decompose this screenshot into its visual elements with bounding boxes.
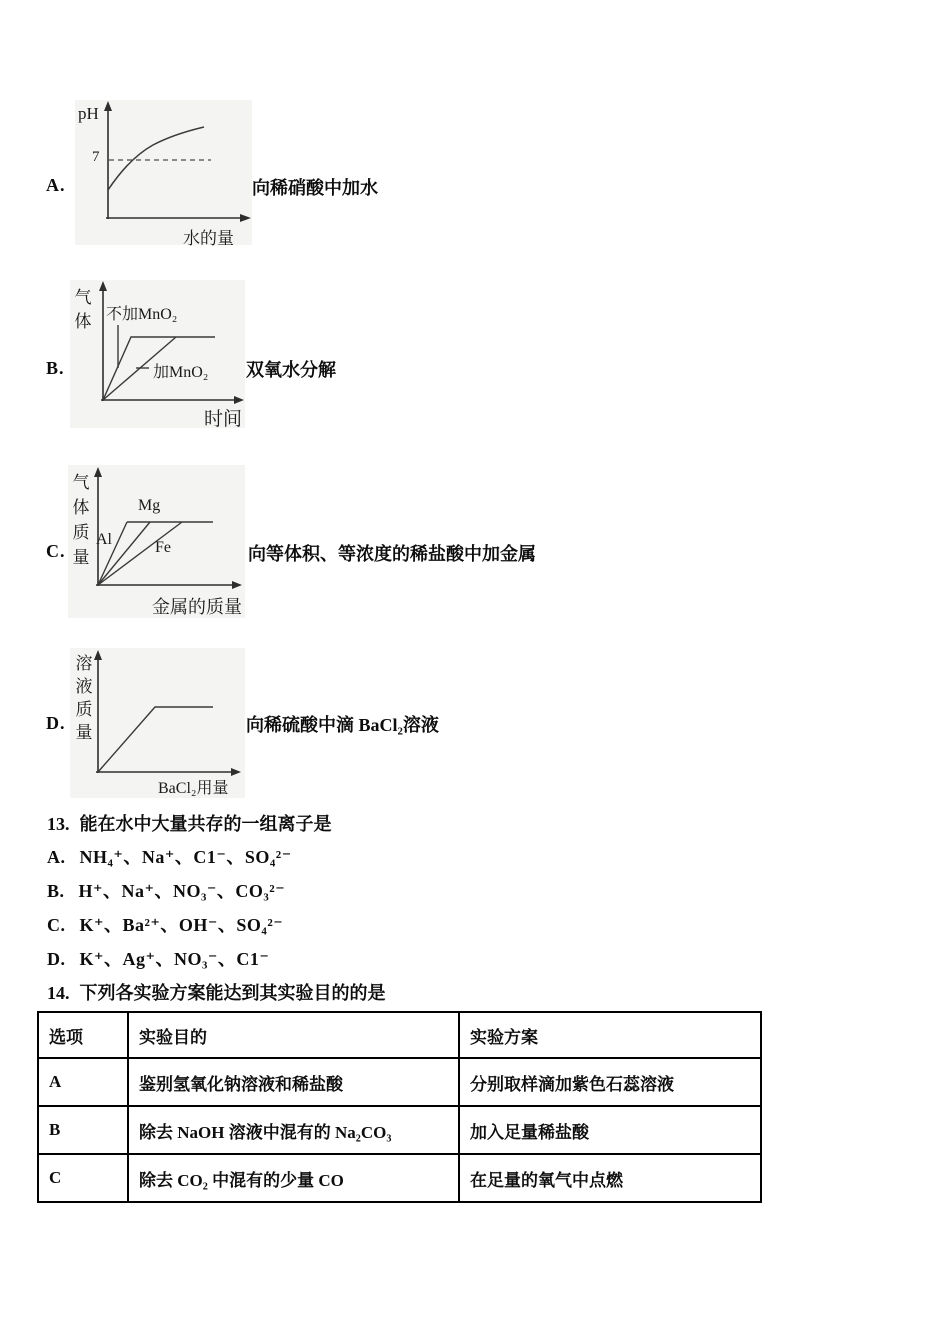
header-plan: 实验方案 [459, 1012, 761, 1058]
table-row [38, 1106, 761, 1154]
table-row [38, 1154, 761, 1202]
chart-d-caption: 向稀硫酸中滴 BaCl₂溶液 [246, 715, 439, 735]
chart-a-ylabel: pH [78, 104, 99, 123]
option-letter-b: B. [46, 358, 65, 378]
y-axis-arrow-icon [99, 281, 107, 291]
chart-c-metals-in-acid [68, 465, 245, 618]
q13-option-d-text: K⁺、Ag⁺、NO₃⁻、C1⁻ [79, 949, 270, 969]
table-row [38, 1058, 761, 1106]
experiment-table [37, 1011, 762, 1203]
cell-option: C [38, 1154, 128, 1202]
question-14-title [47, 979, 386, 1005]
ph-curve [108, 127, 204, 190]
chart-b-h2o2-decomposition [70, 280, 245, 428]
q13-option-b-text: H⁺、Na⁺、NO₃⁻、CO₃²⁻ [78, 881, 286, 901]
chart-c-series-al-label: Al [96, 531, 112, 548]
q13-option-a [47, 843, 292, 869]
q13-option-c [47, 911, 283, 937]
y-axis-arrow-icon [104, 101, 112, 111]
chart-a-caption: 向稀硝酸中加水 [252, 178, 378, 198]
chart-d-ylabel: 溶液质量 [75, 654, 93, 742]
cell-purpose: 鉴别氢氧化钠溶液和稀盐酸 [128, 1058, 459, 1106]
x-axis-arrow-icon [240, 214, 251, 222]
option-letter-d: D. [46, 713, 66, 733]
question-13-number: 13. [47, 814, 70, 834]
y-axis-arrow-icon [94, 467, 102, 477]
y-axis-arrow-icon [94, 650, 102, 660]
table-header-row [38, 1012, 761, 1058]
cell-purpose: 除去 NaOH 溶液中混有的 Na₂CO₃ [128, 1106, 459, 1154]
x-axis-arrow-icon [232, 581, 242, 589]
chart-a-xlabel: 水的量 [183, 229, 234, 248]
solution-mass-curve [98, 707, 213, 772]
x-axis-arrow-icon [231, 768, 241, 776]
q13-option-a-text: NH₄⁺、Na⁺、C1⁻、SO₄²⁻ [79, 847, 292, 867]
chart-c-series-mg-label: Mg [138, 497, 161, 514]
chart-c-ylabel: 气体质量 [72, 473, 90, 567]
chart-b-ylabel: 气体 [74, 288, 92, 331]
chart-b-caption: 双氧水分解 [246, 360, 336, 380]
option-letter-a: A. [46, 175, 66, 195]
header-option: 选项 [38, 1012, 128, 1058]
q13-option-b-label: B. [47, 881, 65, 901]
chart-b-curve2-label: 加MnO₂ [153, 364, 209, 381]
cell-purpose: 除去 CO₂ 中混有的少量 CO [128, 1154, 459, 1202]
option-letter-c: C. [46, 541, 66, 561]
chart-a-ref-value: 7 [92, 149, 100, 165]
chart-c-caption: 向等体积、等浓度的稀盐酸中加金属 [248, 544, 536, 564]
question-14-text: 下列各实验方案能达到其实验目的的是 [79, 983, 386, 1003]
question-13-title [47, 810, 332, 836]
chart-c-xlabel: 金属的质量 [152, 597, 242, 617]
q13-option-a-label: A. [47, 847, 66, 867]
x-axis-arrow-icon [234, 396, 244, 404]
cell-plan: 加入足量稀盐酸 [459, 1106, 761, 1154]
question-13-text: 能在水中大量共存的一组离子是 [79, 814, 332, 834]
chart-c-series-fe-label: Fe [155, 539, 171, 556]
question-14-number: 14. [47, 983, 70, 1003]
q13-option-b [47, 877, 285, 903]
chart-d-xlabel: BaCl₂用量 [158, 780, 229, 797]
cell-plan: 分别取样滴加紫色石蕊溶液 [459, 1058, 761, 1106]
chart-d-bacl2-into-acid [70, 648, 245, 798]
cell-option: B [38, 1106, 128, 1154]
cell-plan: 在足量的氧气中点燃 [459, 1154, 761, 1202]
header-purpose: 实验目的 [128, 1012, 459, 1058]
chart-b-curve1-label: 不加MnO₂ [106, 306, 178, 323]
cell-option: A [38, 1058, 128, 1106]
q13-option-d-label: D. [47, 949, 66, 969]
q13-option-c-label: C. [47, 915, 66, 935]
q13-option-c-text: K⁺、Ba²⁺、OH⁻、SO₄²⁻ [79, 915, 284, 935]
chart-a-ph-vs-water [75, 100, 252, 248]
q13-option-d [47, 945, 269, 971]
chart-b-xlabel: 时间 [204, 409, 243, 430]
